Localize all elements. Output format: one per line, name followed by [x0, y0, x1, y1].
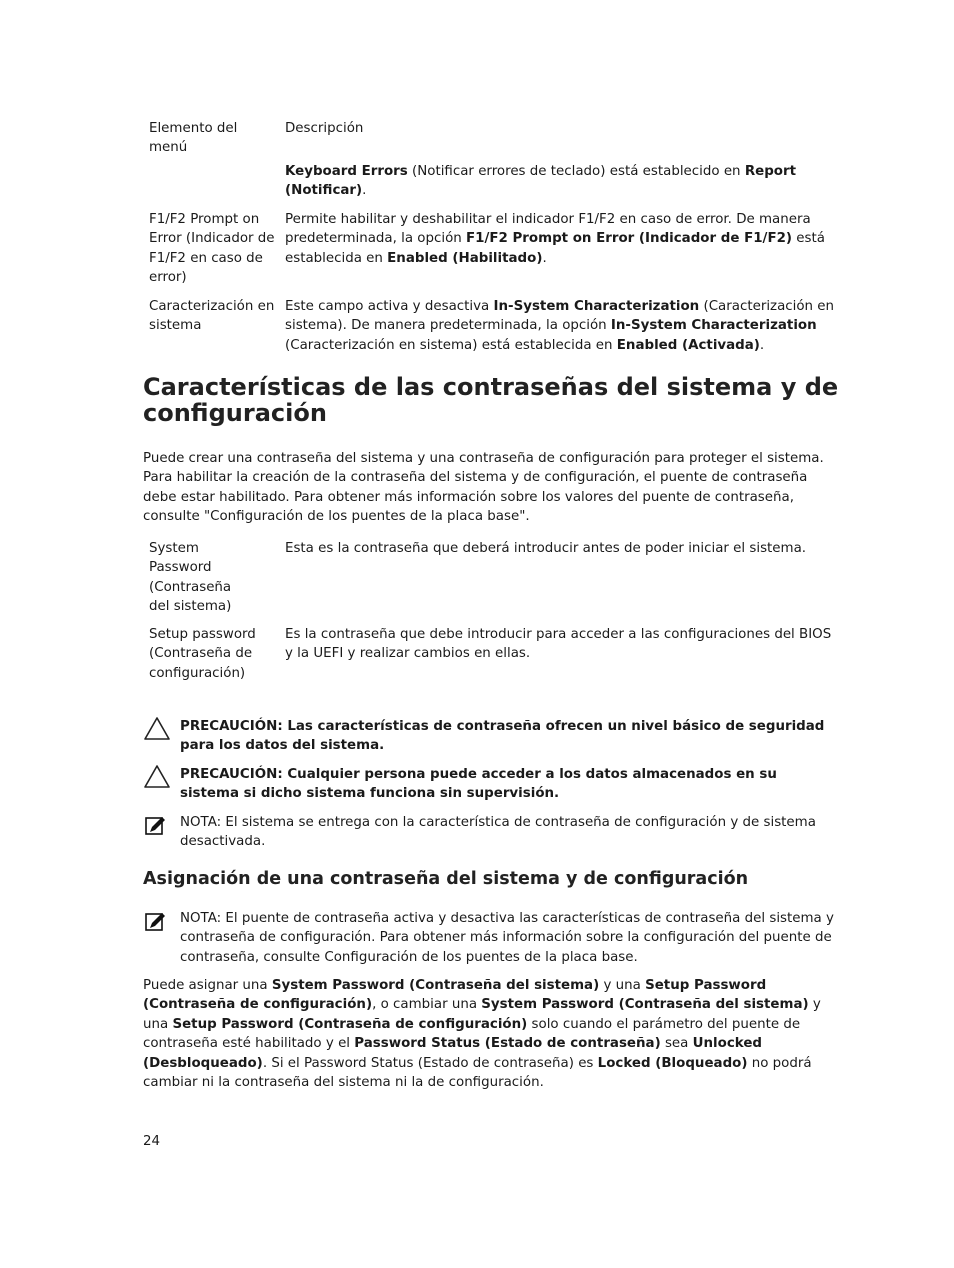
- warning-triangle-icon: [143, 764, 171, 790]
- table-row-setup-password-description: Es la contraseña que debe introducir para acceder a las configuraciones del BIOS y la UEFI y realizar cambios en ellas.: [285, 627, 832, 662]
- text-run: .: [362, 183, 367, 199]
- table-row-label-f1f2-prompt: F1/F2 Prompt on Error (Indicador de F1/F2 en caso de error): [149, 212, 275, 286]
- text-run: Puede asignar una: [143, 978, 272, 993]
- pencil-note-icon: [145, 911, 173, 937]
- note-notice: [180, 813, 840, 852]
- subsection-heading: Asignación de una contraseña del sistema y de configuración: [143, 869, 749, 889]
- bold-term: Password Status (Estado de contraseña): [354, 1036, 661, 1052]
- text-run: está establecida en: [285, 231, 825, 266]
- text-run: (Notificar errores de teclado) está establecido en: [407, 164, 745, 179]
- note-label: NOTA:: [180, 911, 222, 926]
- bold-term: Report (Notificar): [285, 164, 796, 199]
- bold-term: Enabled (Activada): [616, 337, 760, 353]
- text-run: .: [542, 250, 547, 266]
- caution-notice: PRECAUCIÓN: Cualquier persona puede acceder a los datos almacenados en su sistema si dicho sistema funciona sin supervisión.: [180, 767, 777, 802]
- table-row-in-system-characterization-description: [285, 297, 837, 355]
- bold-term: Keyboard Errors: [285, 164, 408, 179]
- table-header-description: Descripción: [285, 121, 364, 136]
- bold-term: Setup Password (Contraseña de configuración): [172, 1016, 528, 1032]
- text-run: y una: [599, 978, 646, 993]
- bold-term: System Password (Contraseña del sistema): [271, 978, 600, 993]
- table-row-label-in-system-characterization: Caracterización en sistema: [149, 299, 275, 334]
- caution-notice: PRECAUCIÓN: Las características de contraseña ofrecen un nivel básico de seguridad para los datos del sistema.: [180, 719, 825, 754]
- note-body: El puente de contraseña activa y desactiva las características de contraseña del sistema y contraseña de configuración. Para obtener más información sobre la configuración del puente de contraseña, consulte Configuración de los puentes de la placa base.: [180, 911, 834, 965]
- note-body: El sistema se entrega con la característica de contraseña de configuración y de sistema desactivada.: [180, 815, 816, 850]
- text-run: , o cambiar una: [372, 997, 482, 1013]
- table-header-menu-item: Elemento del menú: [149, 121, 238, 156]
- text-run: sea: [660, 1036, 693, 1052]
- note-notice: [180, 909, 840, 967]
- bold-term: Locked (Bloqueado): [597, 1055, 748, 1071]
- text-run: solo cuando el parámetro del puente de contraseña esté habilitado y el: [143, 1016, 801, 1052]
- text-run: Permite habilitar y deshabilitar el indicador F1/F2 en caso de error. De manera predeterminada, la opción: [285, 212, 811, 247]
- note-label: NOTA:: [180, 815, 222, 830]
- warning-triangle-icon: [143, 716, 171, 742]
- text-run: y una: [143, 997, 821, 1032]
- text-run: .: [759, 337, 765, 353]
- section-heading: Características de las contraseñas del sistema y de configuración: [143, 373, 839, 427]
- bold-term: System Password (Contraseña del sistema): [481, 997, 809, 1013]
- table-row-system-password-description: Esta es la contraseña que deberá introducir antes de poder iniciar el sistema.: [285, 541, 807, 556]
- pencil-note-icon: [145, 815, 173, 841]
- bold-term: In-System Characterization: [610, 318, 817, 334]
- password-assignment-paragraph: [143, 976, 843, 1092]
- table-row-label-setup-password: Setup password (Contraseña de configuración): [149, 627, 256, 681]
- bold-term: Enabled (Habilitado): [387, 250, 543, 266]
- text-run: . Si el Password Status (Estado de contraseña) es: [262, 1055, 598, 1071]
- table-row-keyboard-errors-description: [285, 162, 837, 201]
- intro-paragraph: Puede crear una contraseña del sistema y una contraseña de configuración para proteger el sistema. Para habilitar la creación de la contraseña del sistema y de configuración, el puente de contraseña debe estar habilitado. Para obtener más información sobre los valores del puente de contraseña, consulte "Configuración de los puentes de la placa base".: [143, 451, 824, 525]
- bold-term: Unlocked (Desbloqueado): [143, 1036, 762, 1071]
- bold-term: In-System Characterization: [493, 299, 700, 314]
- text-run: Este campo activa y desactiva: [285, 299, 494, 314]
- table-row-f1f2-description: [285, 210, 837, 268]
- bold-term: Setup Password (Contraseña de configuración): [143, 978, 767, 1013]
- text-run: (Caracterización en sistema). De manera predeterminada, la opción: [285, 299, 835, 334]
- table-row-label-system-password: System Password (Contraseña del sistema): [149, 541, 232, 615]
- page-number: 24: [143, 1134, 161, 1149]
- text-run: (Caracterización en sistema) está establecida en: [285, 337, 617, 353]
- bold-term: F1/F2 Prompt on Error (Indicador de F1/F2): [466, 231, 793, 247]
- text-run: no podrá cambiar ni la contraseña del sistema ni la de configuración.: [143, 1055, 812, 1091]
